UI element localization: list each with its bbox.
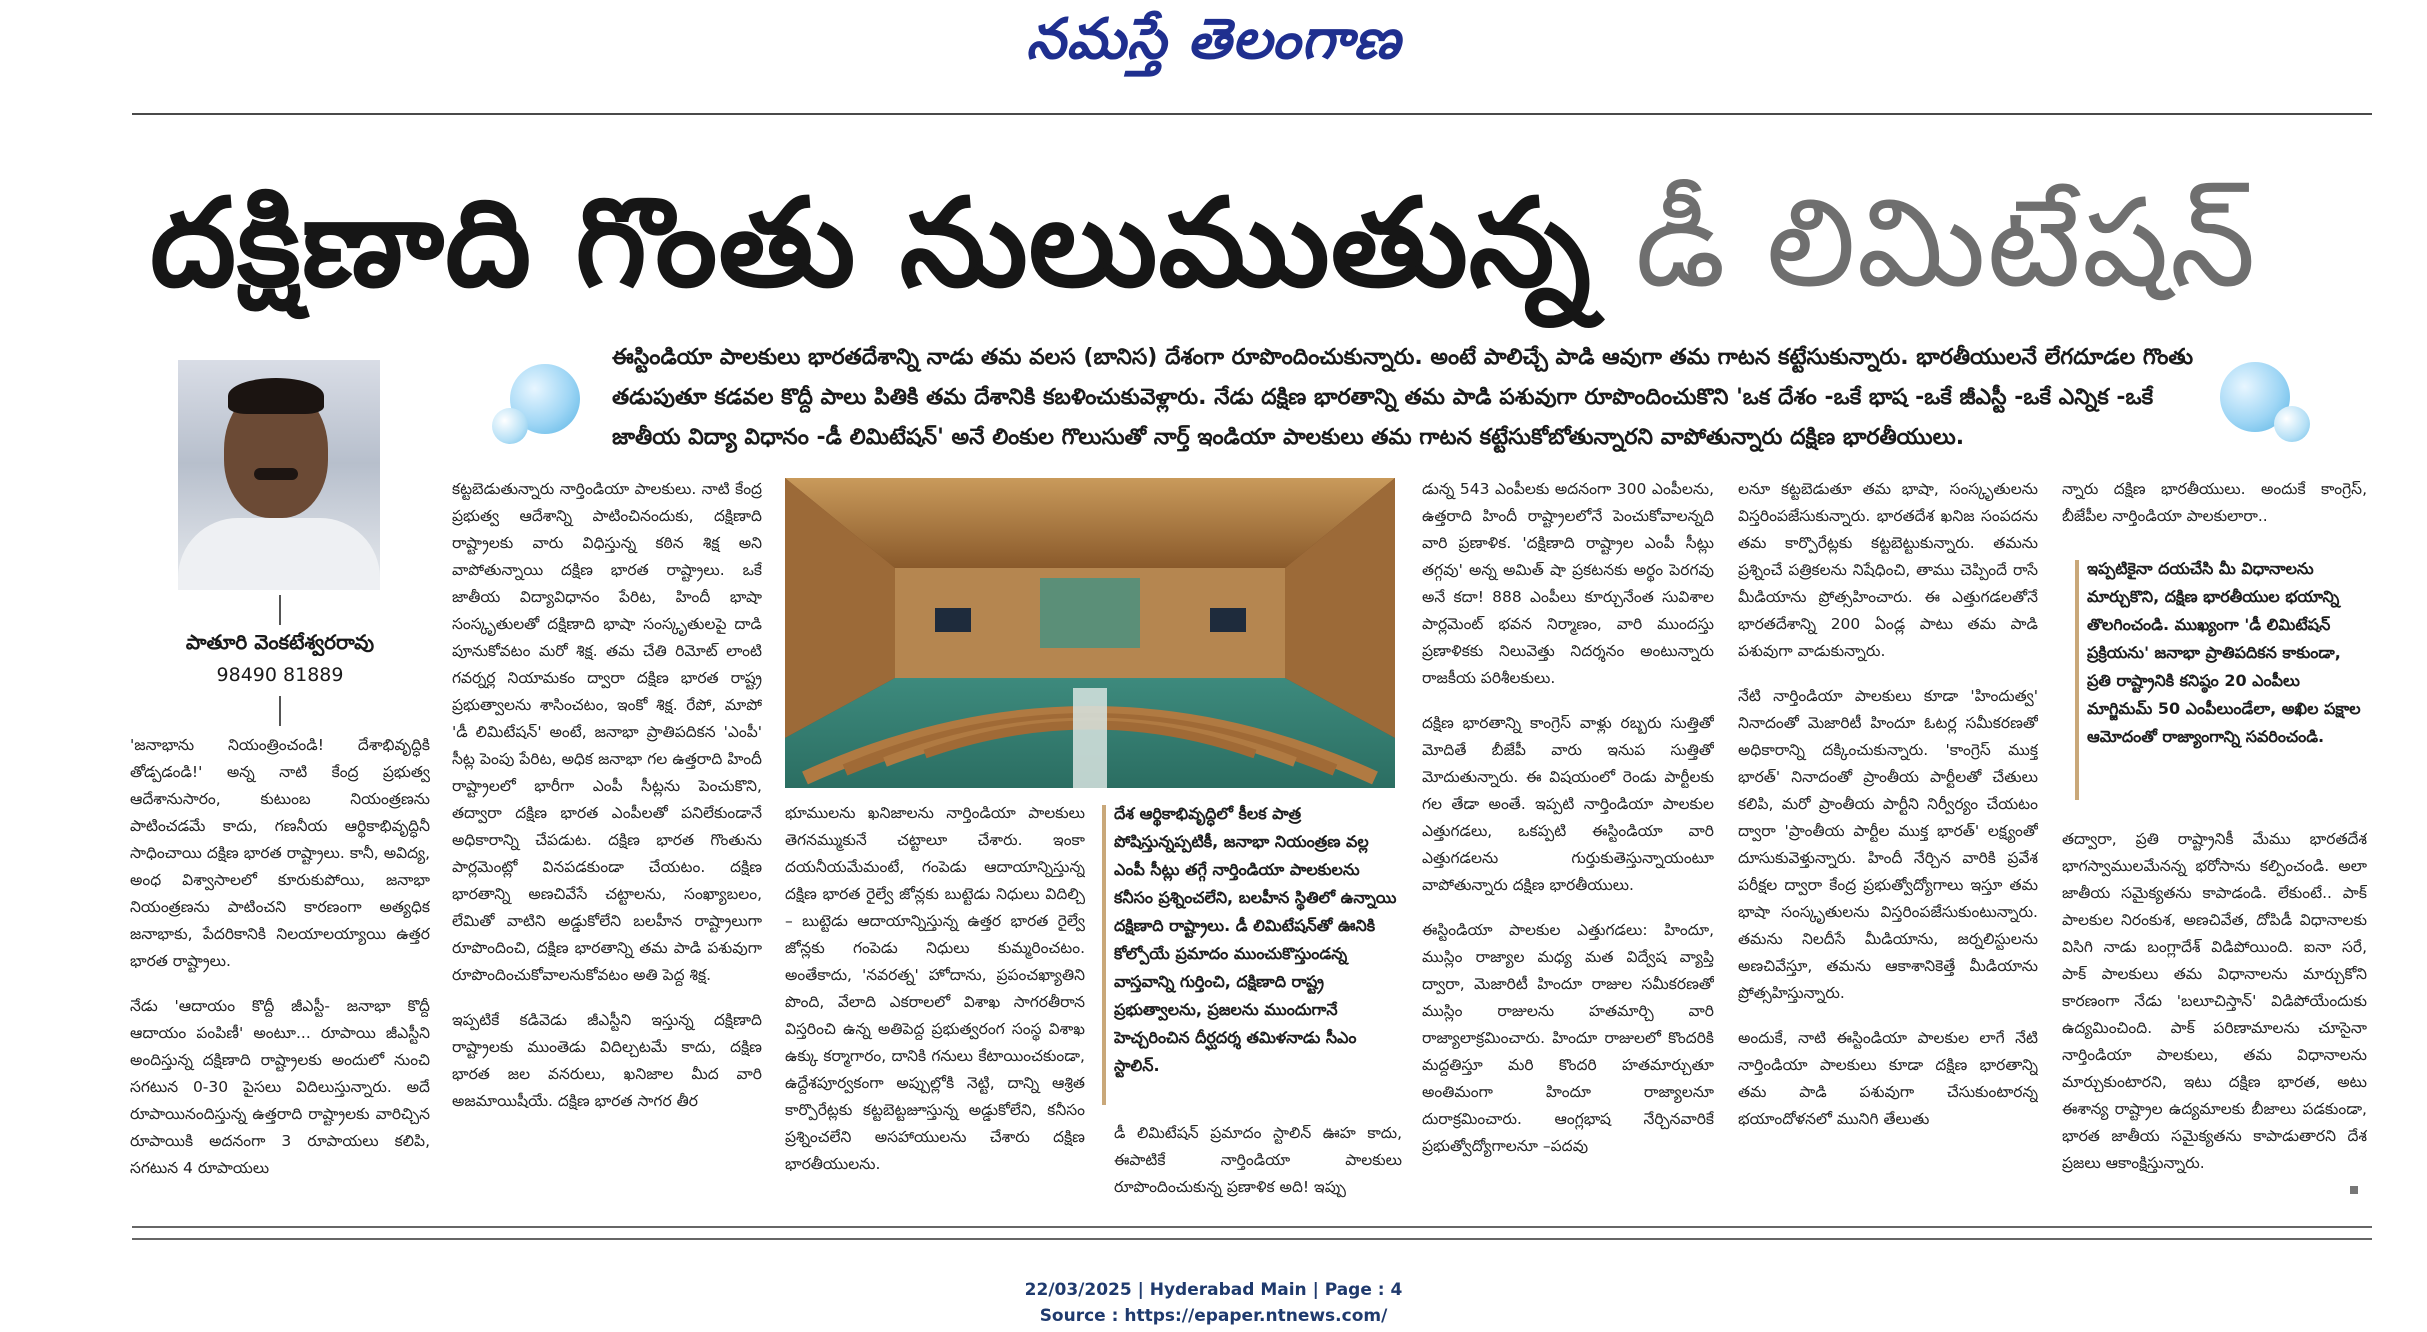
paragraph: న్నారు దక్షిణ భారతీయులు. అందుకే కాంగ్రెస్, బీజేపీల నార్తిండియా పాలకులారా.. — [2062, 480, 2367, 525]
pull-quote-bar-right — [2075, 560, 2079, 800]
author-phone: 98490 81889 — [216, 664, 344, 686]
author-connector-top — [279, 595, 281, 625]
article-column-2 — [452, 476, 762, 1212]
paragraph: డీ లిమిటేషన్ ప్రమాదం స్టాలిన్ ఊహ కాదు, ఈపాటికే నార్తిండియా పాలకులు రూపొందించుకున్న ప్రణాళిక అది! ఇప్పు — [1114, 1124, 1402, 1196]
footer-source-link[interactable]: Source : https://epaper.ntnews.com/ — [1039, 1306, 1388, 1326]
footer-date-edition: 22/03/2025 | Hyderabad Main | Page : 4 — [1024, 1280, 1403, 1300]
paragraph: ఇప్పటికే కడివెడు జీఎస్టీని ఇస్తున్న దక్షిణాది రాష్ట్రాలకు ముంతెడు విదిల్చటమే కాదు, దక్షిణ భారత జల వనరులు, ఖనిజాల మీద వారి అజమాయిషీయే. దక్షిణ భారత సాగర తీర — [452, 1011, 762, 1110]
end-mark-icon — [2350, 1186, 2358, 1194]
headline-light: డీ లిమిటేషన్ — [1635, 172, 2257, 314]
masthead-rule — [132, 113, 2372, 115]
paragraph: 'జనాభాను నియంత్రించండి! దేశాభివృద్ధికి తోడ్పడండి!' అన్న నాటి కేంద్ర ప్రభుత్వ ఆదేశానుసారం, కుటుంబ నియంత్రణను పాటించడమే కాదు, గణనీయ ఆర్థికాభివృద్ధినీ సాధించాయి దక్షిణ భారత రాష్ట్రాలు. కానీ, అవిద్య, అంధ విశ్వాసాలలో కూరుకుపోయి, జనాభా నియంత్రణను పాటించని కారణంగా అత్యధిక జనాభాకు, పేదరికానికి నిలయాలయ్యాయి ఉత్తర భారత రాష్ట్రాలు. — [130, 736, 430, 970]
article-column-1 — [130, 732, 430, 1212]
author-name: పాతూరి వెంకటేశ్వరరావు — [185, 630, 375, 654]
article-column-3 — [785, 800, 1085, 1212]
paragraph: అందుకే, నాటి ఈస్టిండియా పాలకుల లాగే నేటి నార్తిండియా పాలకులు కూడా దక్షిణ భారతాన్ని తమ పాడి పశువుగా చేసుకుంటారన్న భయాందోళనలో మునిగి తేలుతు — [1738, 1029, 2038, 1128]
paragraph: ఈస్టిండియా పాలకుల ఎత్తుగడలు: హిందూ, ముస్లిం రాజ్యాల మధ్య మత విద్వేష వ్యాప్తి ద్వారా, మెజారిటీ హిందూ రాజుల సమీకరణతో ముస్లిం రాజులను హతమార్చి వారి రాజ్యాలాక్రమించారు. హిందూ రాజులలో కొందరికి మద్దతిస్తూ మరి కొందరి హతమార్చుతూ అంతిమంగా హిందూ రాజ్యాలనూ దురాక్రమించారు. ఆంగ్లభాష నేర్చినవారికే ప్రభుత్వోద్యోగాలనూ –పదవు — [1422, 921, 1714, 1155]
parliament-photo — [785, 478, 1395, 788]
article-column-7-top — [2062, 476, 2367, 538]
author-connector-bottom — [279, 696, 281, 726]
headline-dark: దక్షిణాది గొంతు నులుముతున్న — [150, 172, 1592, 314]
decorative-bubble-right-icon — [2210, 350, 2310, 450]
pull-quote-right: ఇప్పటికైనా దయచేసి మీ విధానాలను మార్చుకొని, దక్షిణ భారతీయుల భయాన్ని తొలగించండి. ముఖ్యంగా 'డీ లిమిటేషన్ ప్రక్రియను' జనాభా ప్రాతిపదికన కాకుండా, ప్రతి రాష్ట్రానికి కనిష్ఠం 20 ఎంపీలు మాగ్జిమమ్ 50 ఎంపీలుండేలా, అఖిల పక్షాల ఆమోదంతో రాజ్యాంగాన్ని సవరించండి. — [2087, 559, 2361, 746]
intro-paragraph: ఈస్టిండియా పాలకులు భారతదేశాన్ని నాడు తమ వలస (బానిస) దేశంగా రూపొందించుకున్నారు. అంటే పాలిచ్చే పాడి ఆవుగా తమ గాటన కట్టేసుకున్నారు. భారతీయులనే లేగదూడల గొంతు తడుపుతూ కడవల కొద్దీ పాలు పితికి తమ దేశానికి కబళించుకువెళ్లారు. నేడు దక్షిణ భారతాన్ని తమ పాడి పశువుగా రూపొందించుకొని 'ఒక దేశం -ఒకే భాష -ఒకే జీఎస్టీ -ఒకే ఎన్నిక -ఒకే జాతీయ విద్యా విధానం -డీ లిమిటేషన్' అనే లింకుల గొలుసుతో నార్త్ ఇండియా పాలకులు తమ గాటన కట్టేసుకోబోతున్నారని వాపోతున్నారు దక్షిణ భారతీయులు. — [612, 345, 2194, 450]
article-column-5 — [1422, 476, 1714, 1212]
paragraph: లనూ కట్టబెడుతూ తమ భాషా, సంస్కృతులను విస్తరింపజేసుకున్నారు. భారతదేశ ఖనిజ సంపదను తమ కార్పొరేట్లకు కట్టబెట్టుకున్నారు. తమను ప్రశ్నించే పత్రికలను నిషేధించి, తాము చెప్పిందే రాసే మీడియాను ప్రోత్సహించారు. ఈ ఎత్తుగడలతోనే భారతదేశాన్ని 200 ఏండ్ల పాటు తమ పాడి పశువుగా వాడుకున్నారు. — [1738, 480, 2038, 660]
article-column-7-bottom — [2062, 826, 2367, 1212]
masthead-logo: నమస్తే తెలంగాణ — [1026, 6, 1401, 72]
paragraph: తద్వారా, ప్రతి రాష్ట్రానికీ మేము భారతదేశ భాగస్వాములమేనన్న భరోసాను కల్పించండి. అలా జాతీయ సమైక్యతను కాపాడండి. లేకుంటే.. పాక్ పాలకుల నిరంకుశ, అణచివేత, దోపిడీ విధానాలకు విసిగి నాడు బంగ్లాదేశ్ విడిపోయింది. ఐనా సరే, పాక్ పాలకులు తమ విధానాలను మార్చుకోని కారణంగా నేడు 'బలూచిస్తాన్' విడిపోయేందుకు ఉద్యమించింది. పాక్ పరిణామాలను చూసైనా నార్తిండియా పాలకులు, తమ విధానాలను మార్చుకుంటారని, ఇటు దక్షిణ భారత, అటు ఈశాన్య రాష్ట్రాల ఉద్యమాలకు బీజాలు పడకుండా, భారత జాతీయ సమైక్యతను కాపాడుతారని దేశ ప్రజలు ఆకాంక్షిస్తున్నారు. — [2062, 830, 2367, 1172]
paragraph: నేడు 'ఆదాయం కొద్దీ జీఎస్టీ- జనాభా కొద్దీ ఆదాయం పంపిణీ' అంటూ... రూపాయి జీఎస్టీని అందిస్తున్న దక్షిణాది రాష్ట్రాలకు అందులో నుంచి సగటున 0-30 పైసలు విదిలుస్తున్నారు. అదే రూపాయినందిస్తున్న ఉత్తరాది రాష్ట్రాలకు వారిచ్చిన రూపాయికి అదనంగా 3 రూపాయలు కలిపి, సగటున 4 రూపాయలు — [130, 997, 430, 1177]
author-photo — [178, 360, 380, 590]
decorative-bubble-left-icon — [492, 350, 592, 450]
paragraph: నేటి నార్తిండియా పాలకులు కూడా 'హిందుత్వ' నినాదంతో మెజారిటీ హిందూ ఓటర్ల సమీకరణతో అధికారాన్ని దక్కించుకున్నారు. 'కాంగ్రెస్ ముక్త భారత్' నినాదంతో ప్రాంతీయ పార్టీలతో చేతులు కలిపి, మరో ప్రాంతీయ పార్టీని నిర్వీర్యం చేయటం ద్వారా 'ప్రాంతీయ పార్టీల ముక్త భారత్' లక్ష్యంతో దూసుకువెళ్తున్నారు. హిందీ నేర్చిన వారికి ప్రవేశ పరీక్షల ద్వారా కేంద్ర ప్రభుత్వోద్యోగాలు ఇస్తూ తమ భాషా సంస్కృతులను విస్తరింపజేసుకుంటున్నారు. తమను నిలదీసే మీడియాను, జర్నలిస్టులను అణచివేస్తూ, తమను ఆకాశానికెత్తే మీడియాను ప్రోత్సహిస్తున్నారు. — [1738, 687, 2038, 1002]
article-column-4 — [1114, 1120, 1402, 1212]
headline — [150, 158, 2350, 328]
pull-quote-center: దేశ ఆర్థికాభివృద్ధిలో కీలక పాత్ర పోషిస్తున్నప్పటికీ, జనాభా నియంత్రణ వల్ల ఎంపీ సీట్లు తగ్గే నార్తిండియా పాలకులను కనీసం ప్రశ్నించలేని, బలహీన స్థితిలో ఉన్నాయి దక్షిణాది రాష్ట్రాలు. డీ లిమిటేషన్‌తో ఊనికి కోల్పోయే ప్రమాదం ముంచుకొస్తుండన్న వాస్తవాన్ని గుర్తించి, దక్షిణాది రాష్ట్ర ప్రభుత్వాలను, ప్రజలను ముందుగానే హెచ్చరించిన దీర్ఘదర్శ తమిళనాడు సీఎం స్టాలిన్. — [1114, 804, 1397, 1075]
paragraph: డున్న 543 ఎంపీలకు అదనంగా 300 ఎంపీలను, ఉత్తరాది హిందీ రాష్ట్రాలలోనే పెంచుకోవాలన్నది వారి ప్రణాళిక. 'దక్షిణాది రాష్ట్రాల ఎంపీ సీట్లు తగ్గవు' అన్న అమిత్ షా ప్రకటనకు అర్థం పెరగవు అనే కదా! 888 ఎంపీలు కూర్చునేంత సువిశాల పార్లమెంట్ భవన నిర్మాణం, వారి ముందస్తు ప్రణాళికకు నిలువెత్తు నిదర్శనం అంటున్నారు రాజకీయ పరిశీలకులు. — [1422, 480, 1714, 687]
pull-quote-bar — [1102, 805, 1106, 1105]
paragraph: దక్షిణ భారతాన్ని కాంగ్రెస్ వాళ్లు రబ్బరు సుత్తితో మోదితే బీజేపీ వారు ఇనుప సుత్తితో మోదుతున్నారు. ఈ విషయంలో రెండు పార్టీలకు గల తేడా అంతే. ఇప్పటి నార్తిండియా పాలకుల ఎత్తుగడలు, ఒకప్పటి ఈస్టిండియా వారి ఎత్తుగడలను గుర్తుకుతెస్తున్నాయంటూ వాపోతున్నారు దక్షిణ భారతీయులు. — [1422, 714, 1714, 894]
footer-rule-bottom — [132, 1238, 2372, 1240]
paragraph: భూములను ఖనిజాలను నార్తిండియా పాలకులు తెగనమ్ముకునే చట్టాలూ చేశారు. ఇంకా దయనీయమేమంటే, గంపెడు ఆదాయాన్నిస్తున్న దక్షిణ భారత రైల్వే జోన్లకు బుట్టెడు నిధులు విదిల్చి – బుట్టెడు ఆదాయాన్నిస్తున్న ఉత్తర భారత రైల్వే జోన్లకు గంపెడు నిధులు కుమ్మరించటం. అంతేకాదు, 'నవరత్న' హోదాను, ప్రపంచఖ్యాతిని పొంది, వేలాది ఎకరాలలో విశాఖ సాగరతీరాన విస్తరించి ఉన్న అతిపెద్ద ప్రభుత్వరంగ సంస్థ విశాఖ ఉక్కు కర్మాగారం, దానికి గనులు కేటాయించకుండా, ఉద్దేశపూర్వకంగా అప్పుల్లోకి నెట్టి, దాన్ని ఆశ్రిత కార్పొరేట్లకు కట్టబెట్టజూస్తున్న అడ్డుకోలేని, కనీసం ప్రశ్నించలేని అసహాయులను చేశారు దక్షిణ భారతీయులను. — [785, 804, 1085, 1173]
article-column-6 — [1738, 476, 2038, 1212]
paragraph: కట్టబెడుతున్నారు నార్తిండియా పాలకులు. నాటి కేంద్ర ప్రభుత్వ ఆదేశాన్ని పాటించినందుకు, దక్షిణాది రాష్ట్రాలకు వారు విధిస్తున్న కఠిన శిక్ష అని వాపోతున్నాయి దక్షిణ భారత రాష్ట్రాలు. ఒకే జాతీయ విద్యావిధానం పేరిట, హిందీ భాషా సంస్కృతులతో దక్షిణాది భాషా సంస్కృతులపై దాడి పూనుకోవటం మరో శిక్ష. తమ చేతి రిమోట్ లాంటి గవర్నర్ల నియామకం ద్వారా దక్షిణ భారత రాష్ట్ర ప్రభుత్వాలను శాసించటం, ఇంకో శిక్ష. రేపో, మాపో 'డీ లిమిటేషన్' అంటే, జనాభా ప్రాతిపదికన 'ఎంపీ' సీట్ల పెంపు పేరిట, అధిక జనాభా గల ఉత్తరాది హిందీ రాష్ట్రాలలో భారీగా ఎంపీ సీట్లను పెంచుకొని, తద్వారా దక్షిణ భారత ఎంపీలతో పనిలేకుండానే అధికారాన్ని చేపడుట. దక్షిణ భారత గొంతును పార్లమెంట్లో వినపడకుండా చేయటం. దక్షిణ భారతాన్ని అణచివేసే చట్టాలను, సంఖ్యాబలం, లేమితో వాటిని అడ్డుకోలేని బలహీన రాష్ట్రాలుగా రూపొందించి, దక్షిణ భారతాన్ని తమ పాడి పశువుగా రూపొందించుకోవాలనుకోవటం అతి పెద్ద శిక్ష. — [452, 480, 762, 984]
footer-rule-top — [132, 1226, 2372, 1228]
